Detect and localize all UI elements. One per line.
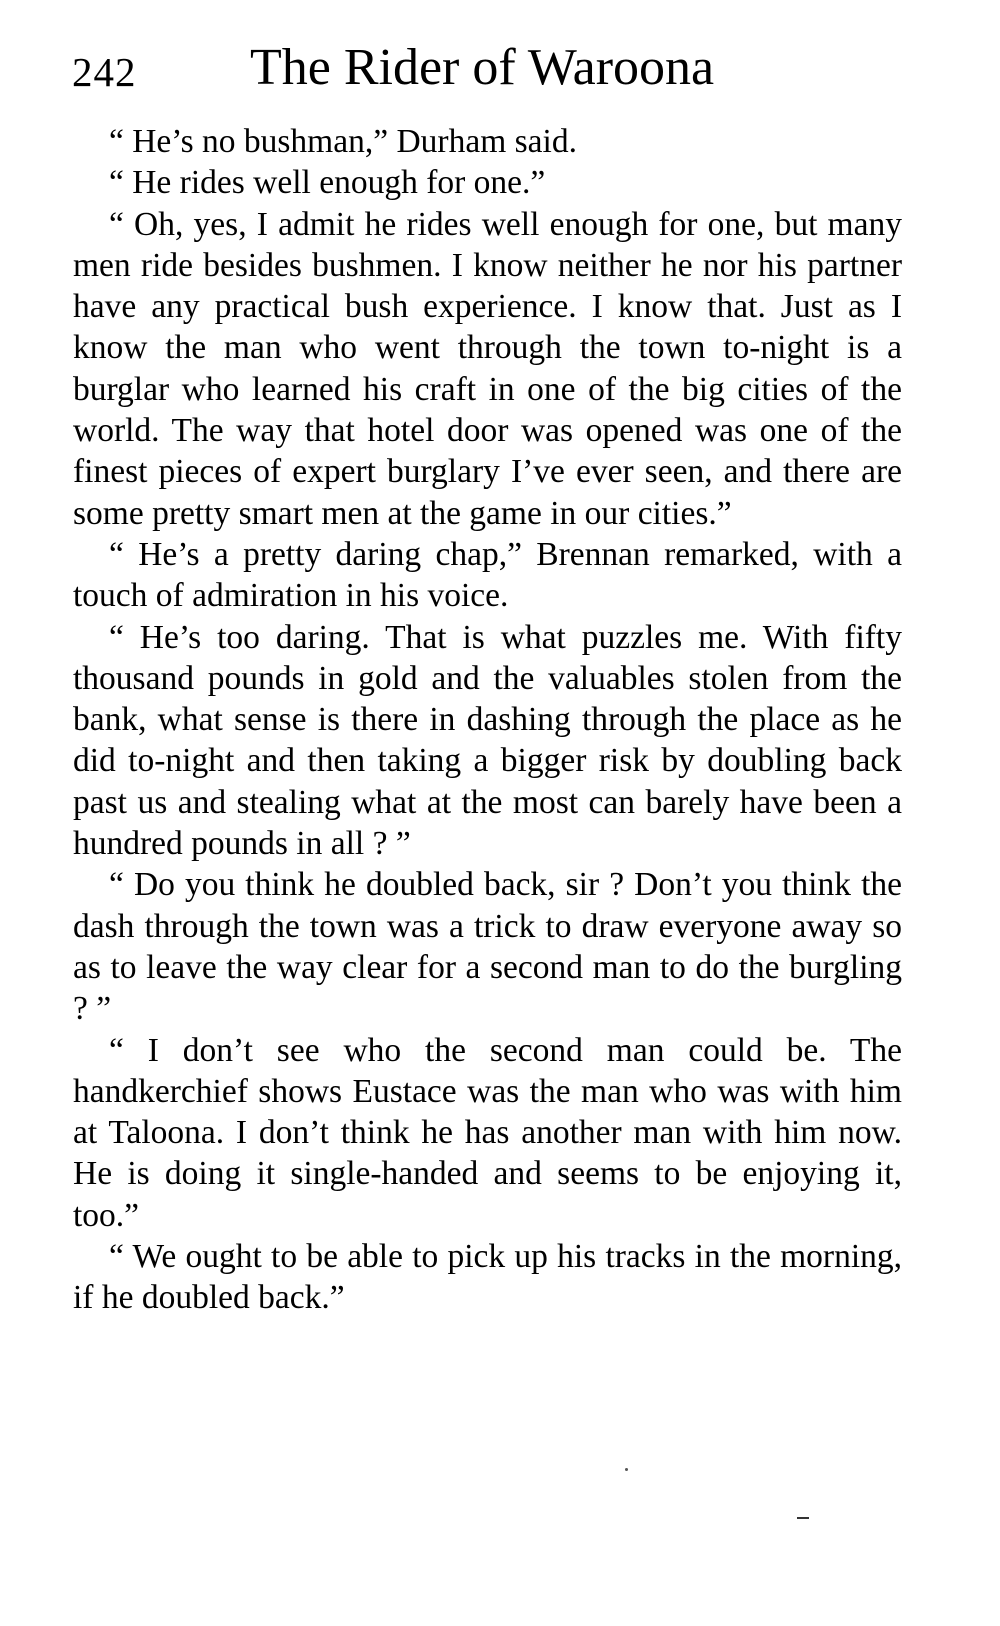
paragraph: “ He’s no bushman,” Durham said. bbox=[109, 123, 577, 160]
paragraph: “ Oh, yes, I admit he rides well enough for one, but many men ride besides bushmen. I know neither he nor his partner have any practical bush experience. I know that. Just as I know the man who went through the town to-night is a burglar who learned his craft in one of the big cities of the world. The way that hotel door was opened was one of the finest pieces of expert burglary I’ve ever seen, and there are some pretty smart men at the game in our cities.” bbox=[73, 205, 902, 532]
page-header bbox=[72, 38, 932, 108]
paragraph: “ I don’t see who the second man could be. The handkerchief shows Eustace was the man who was with him at Taloona. I don’t think he has another man with him now. He is doing it single-handed and seems to be enjoying it, too.” bbox=[73, 1031, 902, 1234]
scan-mark bbox=[797, 1517, 809, 1519]
scan-speck bbox=[625, 1468, 628, 1471]
paragraph: “ He’s too daring. That is what puzzles me. With fifty thousand pounds in gold and the valuables stolen from the bank, what sense is there in dashing through the place as he did to-night and then taking a bigger risk by doubling back past us and stealing what at the most can barely have been a hundred pounds in all ? ” bbox=[73, 618, 902, 863]
body-text bbox=[73, 121, 902, 1319]
running-title: The Rider of Waroona bbox=[250, 39, 715, 96]
paragraph: “ We ought to be able to pick up his tracks in the morning, if he doubled back.” bbox=[73, 1238, 902, 1317]
paragraph: “ Do you think he doubled back, sir ? Don’t you think the dash through the town was a trick to draw everyone away so as to leave the way clear for a second man to do the burgling ? ” bbox=[73, 866, 902, 1028]
paragraph: “ He rides well enough for one.” bbox=[109, 164, 546, 202]
paragraph: “ He’s a pretty daring chap,” Brennan remarked, with a touch of admiration in his voice. bbox=[73, 535, 902, 615]
page-number: 242 bbox=[72, 49, 137, 95]
